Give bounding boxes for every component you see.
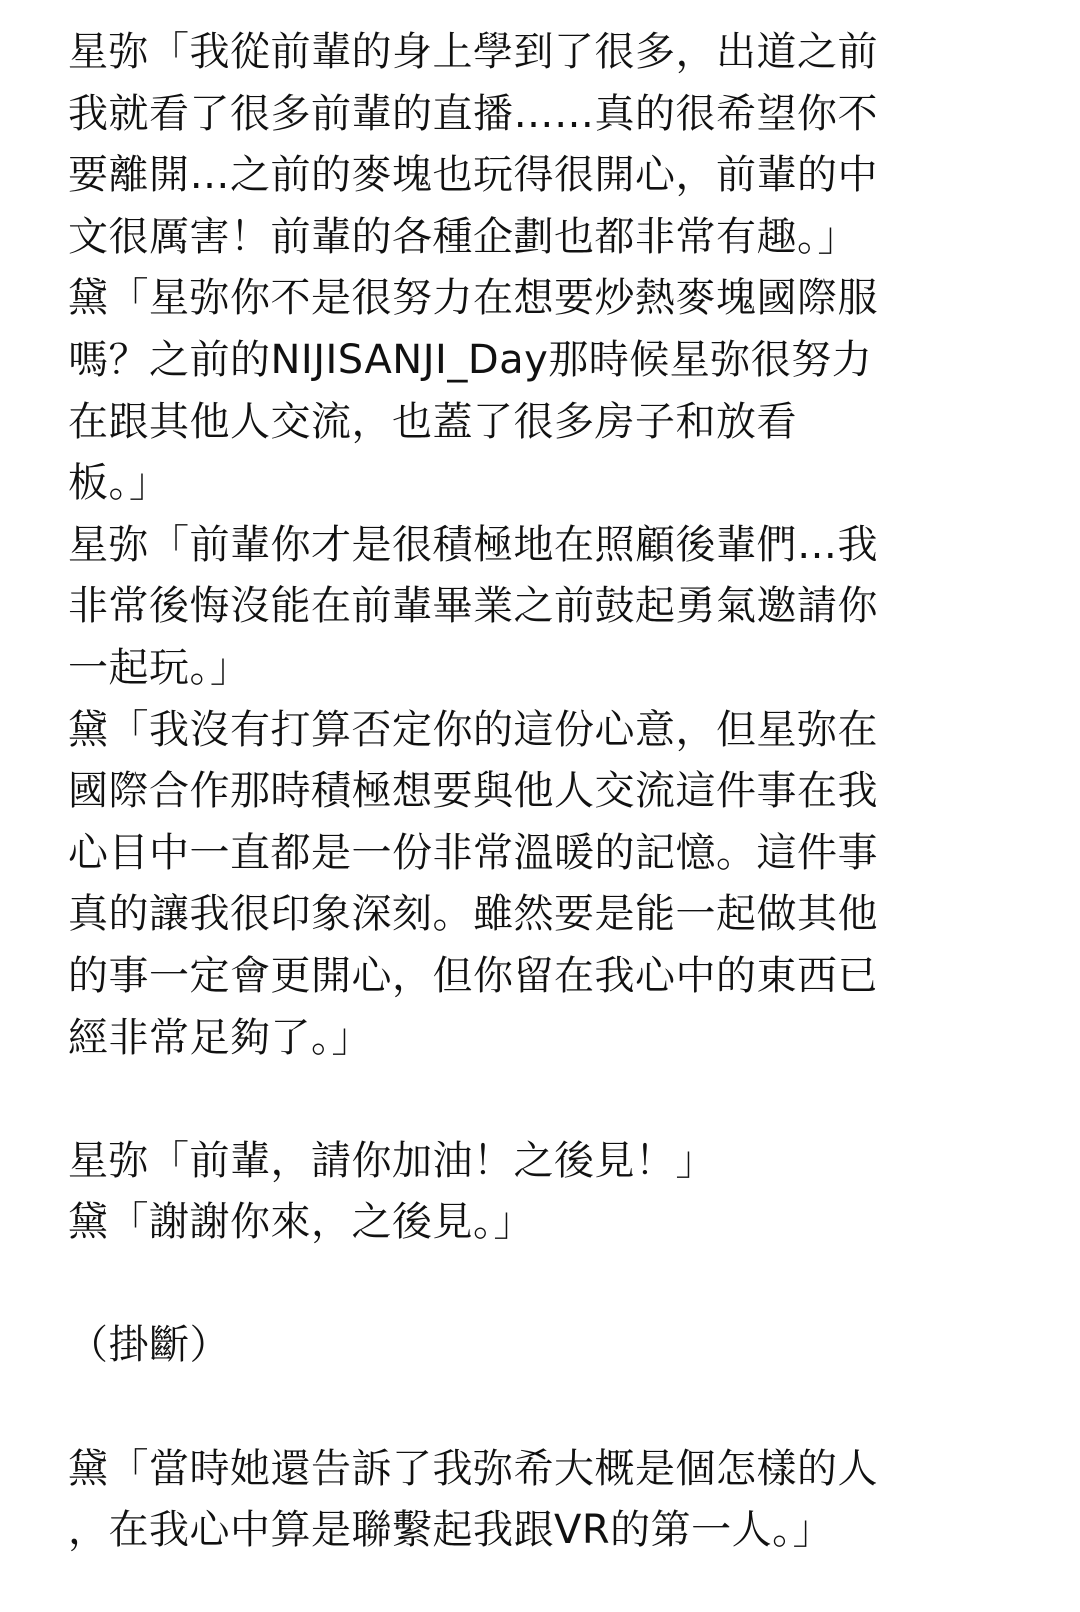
text-line: 黛「星弥你不是很努力在想要炒熱麥塊國際服 <box>68 275 878 322</box>
text-line: 文很厲害！前輩的各種企劃也都非常有趣。」 <box>68 213 858 260</box>
text-line: 我就看了很多前輩的直播……真的很希望你不 <box>68 90 878 137</box>
document-body <box>68 22 1028 1562</box>
blank-line <box>68 1377 1028 1439</box>
text-line: 黛「謝謝你來，之後見。」 <box>68 1199 534 1246</box>
text-line: 板。」 <box>68 460 170 507</box>
text-line: 黛「當時她還告訴了我弥希大概是個怎樣的人 <box>68 1445 878 1492</box>
text-line: 經非常足夠了。」 <box>68 1014 372 1061</box>
blank-line <box>68 1069 1028 1131</box>
text-line: 非常後悔沒能在前輩畢業之前鼓起勇氣邀請你 <box>68 583 878 630</box>
text-line: 真的讓我很印象深刻。雖然要是能一起做其他 <box>68 891 878 938</box>
text-line: 星弥「前輩，請你加油！之後見！」 <box>68 1137 716 1184</box>
text-line: 黛「我沒有打算否定你的這份心意，但星弥在 <box>68 706 878 753</box>
text-line: 的事一定會更開心，但你留在我心中的東西已 <box>68 952 878 999</box>
text-line: 國際合作那時積極想要與他人交流這件事在我 <box>68 768 878 815</box>
text-line: 心目中一直都是一份非常溫暖的記憶。這件事 <box>68 829 878 876</box>
text-line: 星弥「我從前輩的身上學到了很多，出道之前 <box>68 29 878 75</box>
text-line: ，在我心中算是聯繫起我跟VR的第一人。」 <box>68 1507 834 1554</box>
blank-line <box>68 1254 1028 1316</box>
text-line: 星弥「前輩你才是很積極地在照顧後輩們…我 <box>68 521 878 568</box>
text-line: 要離開…之前的麥塊也玩得很開心，前輩的中 <box>68 152 878 199</box>
text-line: 在跟其他人交流，也蓋了很多房子和放看 <box>68 398 797 445</box>
text-line: 一起玩。」 <box>68 644 251 691</box>
text-line: （掛斷） <box>68 1322 230 1369</box>
text-line: 嗎？之前的NIJISANJI_Day那時候星弥很努力 <box>68 336 873 383</box>
